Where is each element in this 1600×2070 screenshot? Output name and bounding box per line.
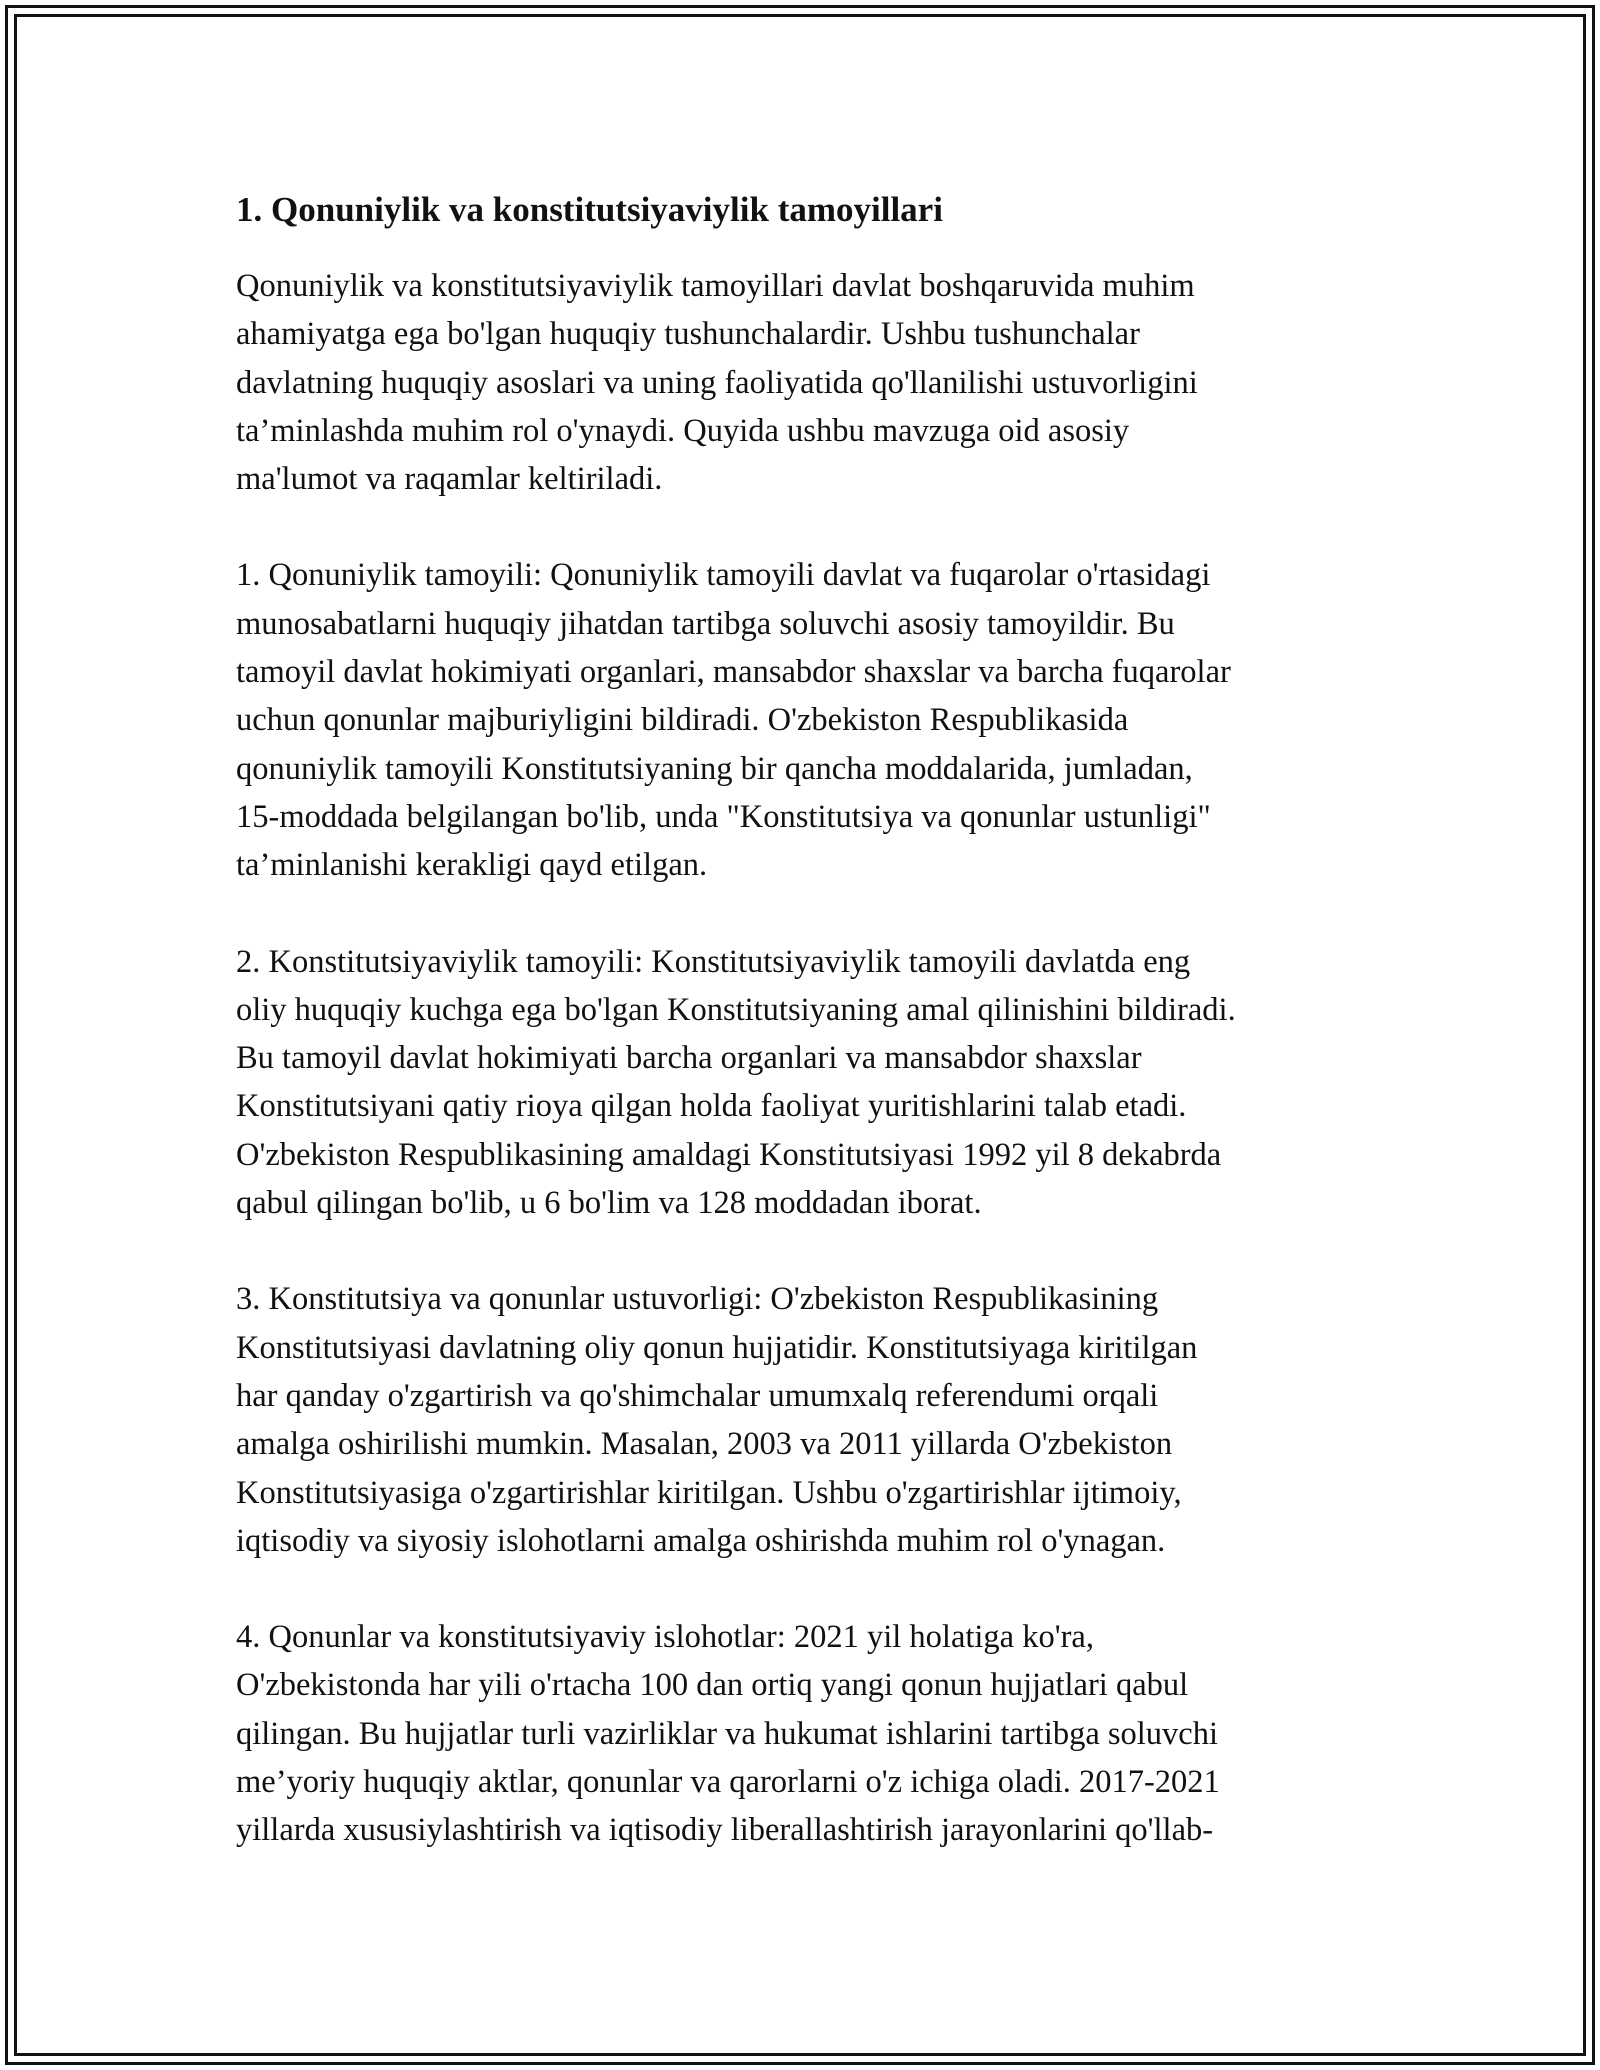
paragraph-konstitutsiya-ustuvorligi	[236, 1275, 1376, 1565]
text-line: 1. Qonuniylik tamoyili: Qonuniylik tamoyili davlat va fuqarolar o'rtasidagi	[236, 557, 1211, 594]
text-line: munosabatlarni huquqiy jihatdan tartibga soluvchi asosiy tamoyildir. Bu	[236, 605, 1175, 642]
text-line: oliy huquqiy kuchga ega bo'lgan Konstitutsiyaning amal qilinishini bildiradi.	[236, 991, 1236, 1028]
text-line: davlatning huquqiy asoslari va uning faoliyatida qo'llanilishi ustuvorligini	[236, 364, 1198, 401]
text-line: 2. Konstitutsiyaviylik tamoyili: Konstitutsiyaviylik tamoyili davlatda eng	[236, 943, 1191, 980]
text-line: uchun qonunlar majburiyligini bildiradi. O'zbekiston Respublikasida	[236, 702, 1129, 739]
text-line: Konstitutsiyasiga o'zgartirishlar kiritilgan. Ushbu o'zgartirishlar ijtimoiy,	[236, 1474, 1182, 1511]
intro-paragraph	[236, 262, 1376, 503]
text-line: Konstitutsiyani qatiy rioya qilgan holda faoliyat yuritishlarini talab etadi.	[236, 1088, 1187, 1125]
text-line: qonuniylik tamoyili Konstitutsiyaning bir qancha moddalarida, jumladan,	[236, 750, 1193, 787]
text-line: ahamiyatga ega bo'lgan huquqiy tushunchalardir. Ushbu tushunchalar	[236, 316, 1140, 353]
text-line: Konstitutsiyasi davlatning oliy qonun hujjatidir. Konstitutsiyaga kiritilgan	[236, 1329, 1198, 1366]
text-line: Bu tamoyil davlat hokimiyati barcha organlari va mansabdor shaxslar	[236, 1040, 1142, 1077]
text-line: 3. Konstitutsiya va qonunlar ustuvorligi: O'zbekiston Respublikasining	[236, 1281, 1159, 1318]
text-line: me’yoriy huquqiy aktlar, qonunlar va qarorlarni o'z ichiga oladi. 2017-2021	[236, 1764, 1220, 1801]
text-line: O'zbekiston Respublikasining amaldagi Konstitutsiyasi 1992 yil 8 dekabrda	[236, 1136, 1222, 1173]
text-line: amalga oshirilishi mumkin. Masalan, 2003 va 2011 yillarda O'zbekiston	[236, 1426, 1173, 1463]
text-line: 4. Qonunlar va konstitutsiyaviy islohotlar: 2021 yil holatiga ko'ra,	[236, 1619, 1094, 1656]
text-line: iqtisodiy va siyosiy islohotlarni amalga oshirishda muhim rol o'ynagan.	[236, 1522, 1166, 1559]
text-line: har qanday o'zgartirish va qo'shimchalar umumxalq referendumi orqali	[236, 1377, 1159, 1414]
paragraph-konstitutsiyaviylik-tamoyili	[236, 938, 1376, 1228]
paragraph-konstitutsiyaviy-islohotlar	[236, 1613, 1376, 1854]
text-line: tamoyil davlat hokimiyati organlari, mansabdor shaxslar va barcha fuqarolar	[236, 654, 1231, 691]
text-line: qilingan. Bu hujjatlar turli vazirliklar va hukumat ishlarini tartibga soluvchi	[236, 1715, 1218, 1752]
paragraph-qonuniylik-tamoyili	[236, 551, 1376, 889]
text-line: yillarda xususiylashtirish va iqtisodiy liberallashtirish jarayonlarini qo'llab-	[236, 1812, 1214, 1849]
text-line: ta’minlanishi kerakligi qayd etilgan.	[236, 847, 708, 884]
document-body	[236, 188, 1376, 1903]
text-line: O'zbekistonda har yili o'rtacha 100 dan ortiq yangi qonun hujjatlari qabul	[236, 1667, 1189, 1704]
text-line: 15-moddada belgilangan bo'lib, unda "Konstitutsiya va qonunlar ustunligi"	[236, 798, 1211, 835]
text-line: Qonuniylik va konstitutsiyaviylik tamoyillari davlat boshqaruvida muhim	[236, 268, 1195, 304]
text-line: ta’minlashda muhim rol o'ynaydi. Quyida ushbu mavzuga oid asosiy	[236, 412, 1130, 449]
section-heading: 1. Qonuniylik va konstitutsiyaviylik tamoyillari	[236, 190, 943, 229]
text-line: qabul qilingan bo'lib, u 6 bo'lim va 128 moddadan iborat.	[236, 1185, 982, 1222]
text-line: ma'lumot va raqamlar keltiriladi.	[236, 461, 663, 498]
